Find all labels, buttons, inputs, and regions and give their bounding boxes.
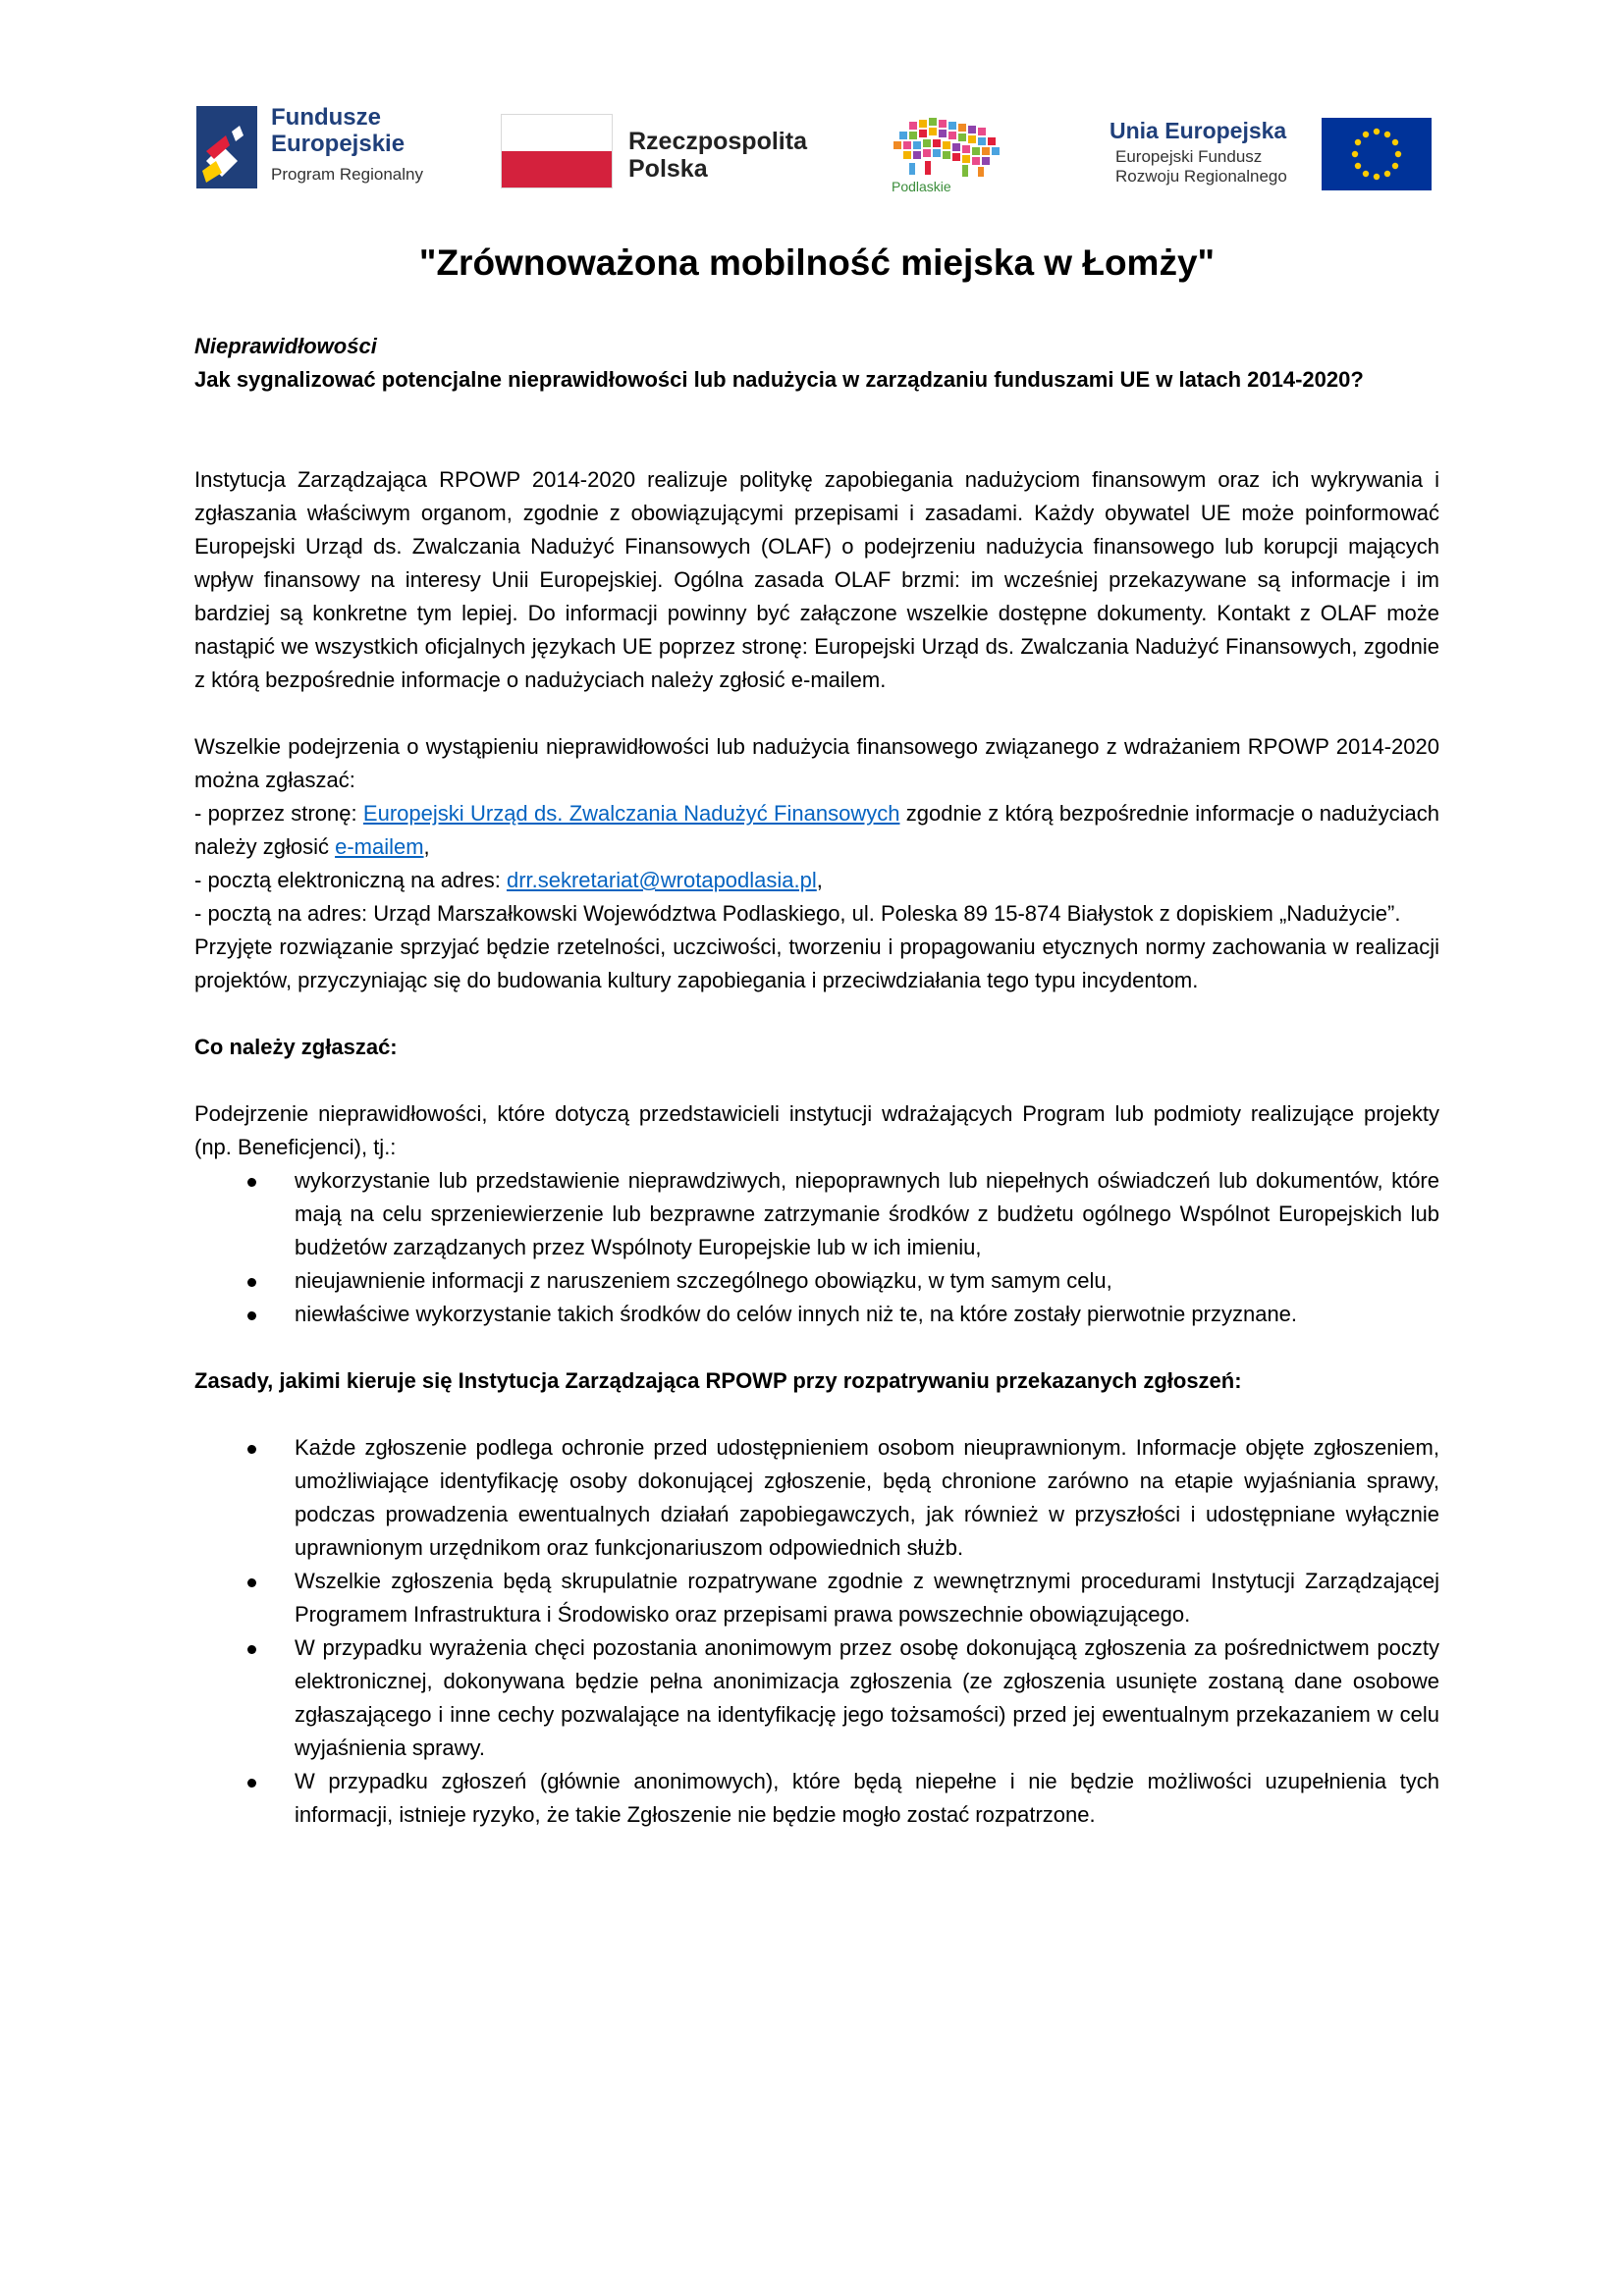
list-item: niewłaściwe wykorzystanie takich środków do celów innych niż te, na które zostały pierwotnie przyznane. <box>194 1298 1439 1331</box>
section-heading-principles: Zasady, jakimi kieruje się Instytucja Zarządzająca RPOWP przy rozpatrywaniu przekazanych zgłoszeń: <box>194 1368 1242 1393</box>
document-body <box>194 330 1439 1832</box>
bullet-icon <box>247 1779 256 1788</box>
sekretariat-email-link[interactable]: drr.sekretariat@wrotapodlasia.pl <box>506 868 817 892</box>
list-item: nieujawnienie informacji z naruszeniem szczególnego obowiązku, w tym samym celu, <box>194 1264 1439 1298</box>
bullet-icon <box>247 1278 256 1287</box>
list-item: wykorzystanie lub przedstawienie nieprawdziwych, niepoprawnych lub niepełnych oświadczeń lub dokumentów, które mają na celu sprzeniewierzenie lub bezprawne zatrzymanie środków z budżetu ogólnego Wspólnot Europejskich lub budżetów zarządzanych przez Wspólnoty Europejskie lub w ich imieniu, <box>194 1164 1439 1264</box>
olaf-email-link[interactable]: e-mailem <box>335 834 424 859</box>
logo-ue-line3: Rozwoju Regionalnego <box>1115 167 1287 186</box>
logo-bar <box>192 98 1441 196</box>
logo-fe-line1: Fundusze <box>271 104 381 131</box>
polish-flag-icon <box>501 114 613 188</box>
list-item: W przypadku zgłoszeń (głównie anonimowych), które będą niepełne i nie będzie możliwości uzupełnienia tych informacji, istnieje ryzyko, że takie Zgłoszenie nie będzie mogło zostać rozpatrzone. <box>194 1765 1439 1832</box>
logo-fe-line3: Program Regionalny <box>271 165 423 184</box>
logo-rp-line2: Polska <box>628 155 708 183</box>
bullet-icon <box>247 1311 256 1320</box>
page-title: "Zrównoważona mobilność miejska w Łomży" <box>418 242 1216 283</box>
intro-question: Jak sygnalizować potencjalne nieprawidłowości lub nadużycia w zarządzaniu funduszami UE w latach 2014-2020? <box>194 367 1364 392</box>
bullet-icon <box>247 1445 256 1454</box>
principles-list <box>194 1431 1439 1832</box>
bullet-icon <box>247 1645 256 1654</box>
section-heading-what-to-report: Co należy zgłaszać: <box>194 1035 398 1059</box>
logo-rzeczpospolita-polska <box>501 98 835 196</box>
logo-podlaskie <box>890 98 1037 196</box>
reporting-closing: Przyjęte rozwiązanie sprzyjać będzie rzetelności, uczciwości, tworzeniu i propagowaniu etycznych normy zachowania w realizacji projektów, przyczyniając się do budowania kultury zapobiegania i przeciwdziałania tego typu incydentom. <box>194 934 1439 992</box>
paragraph-olaf: Instytucja Zarządzająca RPOWP 2014-2020 realizuje politykę zapobiegania nadużyciom finansowym oraz ich wykrywania i zgłaszania właściwym organom, zgodnie z obowiązującymi przepisami i zasadami. Każdy obywatel UE może poinformować Europejski Urząd ds. Zwalczania Nadużyć Finansowych (OLAF) o podejrzeniu nadużycia finansowego lub korupcji mających wpływ finansowy na interesy Unii Europejskiej. Ogólna zasada OLAF brzmi: im wcześniej przekazywane są informacje i im bardziej są konkretne tym lepiej. Do informacji powinny być załączone wszelkie dostępne dokumenty. Kontakt z OLAF może nastąpić we wszystkich oficjalnych językach UE poprzez stronę: Europejski Urząd ds. Zwalczania Nadużyć Finansowych, zgodnie z którą bezpośrednie informacje o nadużyciach należy zgłosić e-mailem. <box>194 467 1439 692</box>
bullet-icon <box>247 1178 256 1187</box>
section-lead-what-to-report: Podejrzenie nieprawidłowości, które dotyczą przedstawicieli instytucji wdrażających Program lub podmioty realizujące projekty (np. Beneficjenci), tj.: <box>194 1101 1439 1159</box>
list-item: W przypadku wyrażenia chęci pozostania anonimowym przez osobę dokonującą zgłoszenia za pośrednictwem poczty elektronicznej, dokonywana będzie pełna anonimizacja zgłoszenia (ze zgłoszenia usunięte zostaną dane osobowe zgłaszającego i inne cechy pozwalające na identyfikację jego tożsamości) przed jej ewentualnym przekazaniem w celu wyjaśnienia sprawy. <box>194 1631 1439 1765</box>
bison-mosaic-icon <box>890 116 1007 179</box>
logo-fundusze-europejskie <box>192 98 448 196</box>
logo-ue-line2: Europejski Fundusz <box>1115 147 1263 166</box>
reporting-line-email: - pocztą elektroniczną na adres: drr.sekretariat@wrotapodlasia.pl, <box>194 868 823 892</box>
logo-ue-line1: Unia Europejska <box>1110 118 1287 143</box>
reporting-lead: Wszelkie podejrzenia o wystąpieniu nieprawidłowości lub nadużycia finansowego związanego z wdrażaniem RPOWP 2014-2020 można zgłaszać: <box>194 734 1439 792</box>
logo-fe-line2: Europejskie <box>271 131 406 157</box>
eu-flag-icon <box>1322 118 1432 190</box>
logo-unia-europejska <box>1110 98 1441 196</box>
logo-podlaskie-label: Podlaskie <box>892 179 951 194</box>
star-fe-icon <box>192 102 261 192</box>
reporting-line-post: - pocztą na adres: Urząd Marszałkowski Województwa Podlaskiego, ul. Poleska 89 15-874 Białystok z dopiskiem „Nadużycie”. <box>194 901 1401 926</box>
olaf-website-link[interactable]: Europejski Urząd ds. Zwalczania Nadużyć Finansowych <box>362 801 900 826</box>
bullet-icon <box>247 1578 256 1587</box>
list-item: Wszelkie zgłoszenia będą skrupulatnie rozpatrywane zgodnie z wewnętrznymi procedurami Instytucji Zarządzającej Programem Infrastruktura i Środowisko oraz przepisami prawa powszechnie obowiązującego. <box>194 1565 1439 1631</box>
intro-label: Nieprawidłowości <box>194 334 377 358</box>
what-to-report-list <box>194 1164 1439 1331</box>
logo-rp-line1: Rzeczpospolita <box>628 128 807 155</box>
list-item: Każde zgłoszenie podlega ochronie przed udostępnieniem osobom nieuprawnionym. Informacje objęte zgłoszeniem, umożliwiające identyfikację osoby dokonującej zgłoszenie, będą chronione zarówno na etapie wyjaśniania sprawy, podczas prowadzenia ewentualnych działań zapobiegawczych, jak również w przyszłości i udostępniane wyłącznie uprawnionym urzędnikom oraz funkcjonariuszom odpowiednich służb. <box>194 1431 1439 1565</box>
reporting-line-website: - poprzez stronę: Europejski Urząd ds. Zwalczania Nadużyć Finansowych zgodnie z którą bezpośrednie informacje o nadużyciach należy zgłosić e-mailem, <box>194 801 1440 859</box>
